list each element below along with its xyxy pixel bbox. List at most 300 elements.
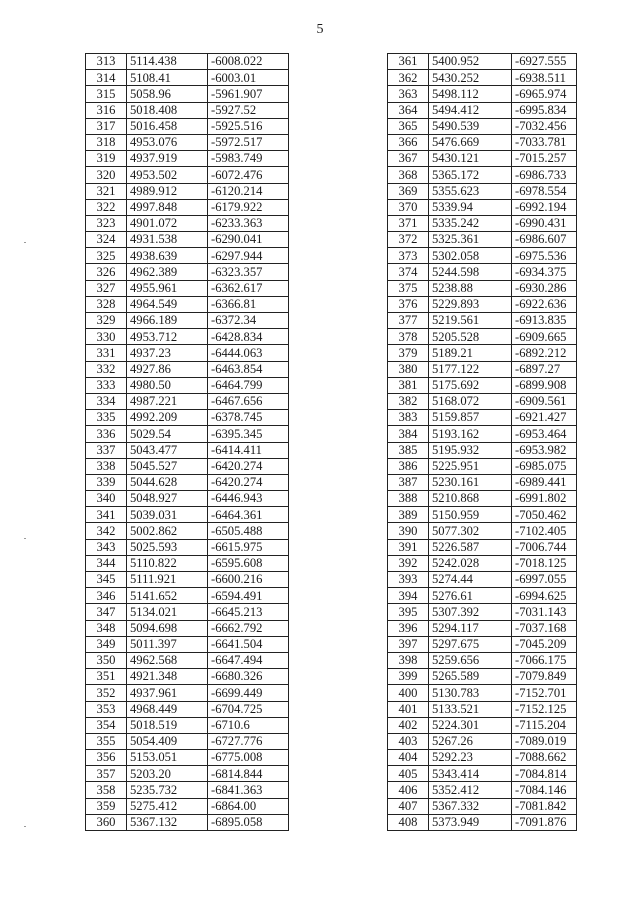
table-row [388, 54, 577, 70]
table-row [388, 620, 577, 636]
x-coordinate-cell: 5219.561 [429, 313, 512, 329]
y-coordinate-cell: -7050.462 [512, 507, 577, 523]
point-number-cell: 387 [388, 474, 429, 490]
y-coordinate-cell: -5983.749 [208, 151, 289, 167]
x-coordinate-cell: 5025.593 [127, 539, 208, 555]
table-row [86, 86, 289, 102]
x-coordinate-cell: 5210.868 [429, 491, 512, 507]
table-row [388, 264, 577, 280]
point-number-cell: 334 [86, 393, 127, 409]
y-coordinate-cell: -6938.511 [512, 70, 577, 86]
y-coordinate-cell: -7152.125 [512, 701, 577, 717]
table-row [388, 766, 577, 782]
y-coordinate-cell: -6897.27 [512, 361, 577, 377]
table-row [388, 798, 577, 814]
x-coordinate-cell: 5294.117 [429, 620, 512, 636]
coordinates-table-left [85, 53, 289, 831]
table-row [86, 102, 289, 118]
table-row [86, 685, 289, 701]
point-number-cell: 382 [388, 393, 429, 409]
table-row [86, 588, 289, 604]
table-row [388, 232, 577, 248]
point-number-cell: 325 [86, 248, 127, 264]
y-coordinate-cell: -7033.781 [512, 134, 577, 150]
y-coordinate-cell: -6072.476 [208, 167, 289, 183]
y-coordinate-cell: -7018.125 [512, 555, 577, 571]
x-coordinate-cell: 5367.132 [127, 814, 208, 830]
table-row [86, 280, 289, 296]
point-number-cell: 364 [388, 102, 429, 118]
point-number-cell: 333 [86, 377, 127, 393]
table-row [86, 669, 289, 685]
point-number-cell: 330 [86, 329, 127, 345]
table-row [86, 555, 289, 571]
point-number-cell: 377 [388, 313, 429, 329]
y-coordinate-cell: -6934.375 [512, 264, 577, 280]
point-number-cell: 392 [388, 555, 429, 571]
y-coordinate-cell: -6362.617 [208, 280, 289, 296]
y-coordinate-cell: -7115.204 [512, 717, 577, 733]
x-coordinate-cell: 4989.912 [127, 183, 208, 199]
point-number-cell: 323 [86, 215, 127, 231]
y-coordinate-cell: -6814.844 [208, 766, 289, 782]
y-coordinate-cell: -6992.194 [512, 199, 577, 215]
point-number-cell: 376 [388, 296, 429, 312]
x-coordinate-cell: 5238.88 [429, 280, 512, 296]
y-coordinate-cell: -6710.6 [208, 717, 289, 733]
table-row [388, 474, 577, 490]
x-coordinate-cell: 5325.361 [429, 232, 512, 248]
table-row [86, 701, 289, 717]
x-coordinate-cell: 5430.252 [429, 70, 512, 86]
point-number-cell: 348 [86, 620, 127, 636]
y-coordinate-cell: -6615.975 [208, 539, 289, 555]
y-coordinate-cell: -7066.175 [512, 652, 577, 668]
table-row [86, 523, 289, 539]
table-row [388, 70, 577, 86]
y-coordinate-cell: -6464.799 [208, 377, 289, 393]
x-coordinate-cell: 4992.209 [127, 410, 208, 426]
y-coordinate-cell: -7152.701 [512, 685, 577, 701]
point-number-cell: 372 [388, 232, 429, 248]
x-coordinate-cell: 5018.519 [127, 717, 208, 733]
margin-mark [24, 242, 26, 243]
y-coordinate-cell: -5961.907 [208, 86, 289, 102]
y-coordinate-cell: -7006.744 [512, 539, 577, 555]
point-number-cell: 316 [86, 102, 127, 118]
x-coordinate-cell: 4964.549 [127, 296, 208, 312]
point-number-cell: 338 [86, 458, 127, 474]
point-number-cell: 354 [86, 717, 127, 733]
table-row [86, 167, 289, 183]
table-row [86, 652, 289, 668]
y-coordinate-cell: -7081.842 [512, 798, 577, 814]
point-number-cell: 332 [86, 361, 127, 377]
point-number-cell: 373 [388, 248, 429, 264]
x-coordinate-cell: 4931.538 [127, 232, 208, 248]
table-row [388, 539, 577, 555]
x-coordinate-cell: 5114.438 [127, 54, 208, 70]
y-coordinate-cell: -6892.212 [512, 345, 577, 361]
x-coordinate-cell: 5205.528 [429, 329, 512, 345]
y-coordinate-cell: -6008.022 [208, 54, 289, 70]
x-coordinate-cell: 5193.162 [429, 426, 512, 442]
x-coordinate-cell: 5229.893 [429, 296, 512, 312]
table-row [388, 491, 577, 507]
y-coordinate-cell: -6179.922 [208, 199, 289, 215]
table-row [388, 555, 577, 571]
x-coordinate-cell: 5230.161 [429, 474, 512, 490]
x-coordinate-cell: 5498.112 [429, 86, 512, 102]
y-coordinate-cell: -6978.554 [512, 183, 577, 199]
point-number-cell: 331 [86, 345, 127, 361]
y-coordinate-cell: -6297.944 [208, 248, 289, 264]
point-number-cell: 320 [86, 167, 127, 183]
x-coordinate-cell: 4921.348 [127, 669, 208, 685]
table-row [388, 329, 577, 345]
y-coordinate-cell: -6467.656 [208, 393, 289, 409]
point-number-cell: 344 [86, 555, 127, 571]
x-coordinate-cell: 5226.587 [429, 539, 512, 555]
y-coordinate-cell: -6864.00 [208, 798, 289, 814]
table-row [86, 248, 289, 264]
y-coordinate-cell: -7084.814 [512, 766, 577, 782]
y-coordinate-cell: -6444.063 [208, 345, 289, 361]
x-coordinate-cell: 5150.959 [429, 507, 512, 523]
point-number-cell: 356 [86, 750, 127, 766]
x-coordinate-cell: 5335.242 [429, 215, 512, 231]
x-coordinate-cell: 5352.412 [429, 782, 512, 798]
x-coordinate-cell: 5343.414 [429, 766, 512, 782]
table-row [86, 118, 289, 134]
point-number-cell: 335 [86, 410, 127, 426]
y-coordinate-cell: -6991.802 [512, 491, 577, 507]
x-coordinate-cell: 4901.072 [127, 215, 208, 231]
table-row [86, 604, 289, 620]
y-coordinate-cell: -7079.849 [512, 669, 577, 685]
y-coordinate-cell: -5927.52 [208, 102, 289, 118]
y-coordinate-cell: -7091.876 [512, 814, 577, 830]
point-number-cell: 329 [86, 313, 127, 329]
x-coordinate-cell: 5274.44 [429, 572, 512, 588]
table-row [86, 474, 289, 490]
x-coordinate-cell: 5133.521 [429, 701, 512, 717]
x-coordinate-cell: 5054.409 [127, 733, 208, 749]
table-row [388, 507, 577, 523]
table-row [86, 782, 289, 798]
y-coordinate-cell: -6913.835 [512, 313, 577, 329]
table-row [388, 572, 577, 588]
point-number-cell: 342 [86, 523, 127, 539]
y-coordinate-cell: -6428.834 [208, 329, 289, 345]
table-row [388, 118, 577, 134]
x-coordinate-cell: 5134.021 [127, 604, 208, 620]
point-number-cell: 361 [388, 54, 429, 70]
table-row [86, 361, 289, 377]
y-coordinate-cell: -6420.274 [208, 458, 289, 474]
x-coordinate-cell: 4987.221 [127, 393, 208, 409]
x-coordinate-cell: 5039.031 [127, 507, 208, 523]
table-row [86, 491, 289, 507]
y-coordinate-cell: -6641.504 [208, 636, 289, 652]
table-row [86, 620, 289, 636]
point-number-cell: 314 [86, 70, 127, 86]
y-coordinate-cell: -6975.536 [512, 248, 577, 264]
x-coordinate-cell: 5339.94 [429, 199, 512, 215]
point-number-cell: 394 [388, 588, 429, 604]
point-number-cell: 390 [388, 523, 429, 539]
x-coordinate-cell: 5242.028 [429, 555, 512, 571]
point-number-cell: 319 [86, 151, 127, 167]
point-number-cell: 362 [388, 70, 429, 86]
table-row [86, 70, 289, 86]
x-coordinate-cell: 4937.961 [127, 685, 208, 701]
x-coordinate-cell: 4937.23 [127, 345, 208, 361]
y-coordinate-cell: -6953.982 [512, 442, 577, 458]
y-coordinate-cell: -7088.662 [512, 750, 577, 766]
y-coordinate-cell: -6680.326 [208, 669, 289, 685]
y-coordinate-cell: -6997.055 [512, 572, 577, 588]
point-number-cell: 395 [388, 604, 429, 620]
table-row [86, 750, 289, 766]
point-number-cell: 358 [86, 782, 127, 798]
table-row [388, 393, 577, 409]
x-coordinate-cell: 5195.932 [429, 442, 512, 458]
point-number-cell: 365 [388, 118, 429, 134]
x-coordinate-cell: 4962.568 [127, 652, 208, 668]
y-coordinate-cell: -6699.449 [208, 685, 289, 701]
x-coordinate-cell: 5276.61 [429, 588, 512, 604]
x-coordinate-cell: 5048.927 [127, 491, 208, 507]
table-row [86, 296, 289, 312]
x-coordinate-cell: 4966.189 [127, 313, 208, 329]
y-coordinate-cell: -6233.363 [208, 215, 289, 231]
y-coordinate-cell: -6953.464 [512, 426, 577, 442]
x-coordinate-cell: 5490.539 [429, 118, 512, 134]
y-coordinate-cell: -6414.411 [208, 442, 289, 458]
point-number-cell: 385 [388, 442, 429, 458]
point-number-cell: 404 [388, 750, 429, 766]
point-number-cell: 371 [388, 215, 429, 231]
x-coordinate-cell: 5355.623 [429, 183, 512, 199]
point-number-cell: 353 [86, 701, 127, 717]
table-row [388, 814, 577, 830]
x-coordinate-cell: 5224.301 [429, 717, 512, 733]
point-number-cell: 324 [86, 232, 127, 248]
x-coordinate-cell: 5235.732 [127, 782, 208, 798]
table-row [388, 248, 577, 264]
table-row [388, 750, 577, 766]
x-coordinate-cell: 5267.26 [429, 733, 512, 749]
x-coordinate-cell: 5367.332 [429, 798, 512, 814]
point-number-cell: 360 [86, 814, 127, 830]
point-number-cell: 401 [388, 701, 429, 717]
point-number-cell: 407 [388, 798, 429, 814]
point-number-cell: 397 [388, 636, 429, 652]
point-number-cell: 352 [86, 685, 127, 701]
x-coordinate-cell: 5077.302 [429, 523, 512, 539]
y-coordinate-cell: -6995.834 [512, 102, 577, 118]
y-coordinate-cell: -6446.943 [208, 491, 289, 507]
y-coordinate-cell: -6600.216 [208, 572, 289, 588]
table-row [86, 442, 289, 458]
table-row [388, 361, 577, 377]
margin-mark [24, 538, 26, 539]
point-number-cell: 321 [86, 183, 127, 199]
y-coordinate-cell: -6922.636 [512, 296, 577, 312]
point-number-cell: 349 [86, 636, 127, 652]
point-number-cell: 393 [388, 572, 429, 588]
x-coordinate-cell: 5189.21 [429, 345, 512, 361]
table-row [388, 604, 577, 620]
y-coordinate-cell: -6290.041 [208, 232, 289, 248]
x-coordinate-cell: 5045.527 [127, 458, 208, 474]
table-row [86, 636, 289, 652]
table-row [86, 329, 289, 345]
table-row [86, 814, 289, 830]
point-number-cell: 403 [388, 733, 429, 749]
x-coordinate-cell: 5130.783 [429, 685, 512, 701]
x-coordinate-cell: 5400.952 [429, 54, 512, 70]
table-row [388, 313, 577, 329]
point-number-cell: 345 [86, 572, 127, 588]
page-number: 5 [316, 22, 324, 37]
table-row [86, 426, 289, 442]
point-number-cell: 339 [86, 474, 127, 490]
y-coordinate-cell: -5925.516 [208, 118, 289, 134]
x-coordinate-cell: 5094.698 [127, 620, 208, 636]
y-coordinate-cell: -6990.431 [512, 215, 577, 231]
table-row [388, 167, 577, 183]
y-coordinate-cell: -6647.494 [208, 652, 289, 668]
table-row [86, 377, 289, 393]
x-coordinate-cell: 5177.122 [429, 361, 512, 377]
y-coordinate-cell: -6395.345 [208, 426, 289, 442]
y-coordinate-cell: -6899.908 [512, 377, 577, 393]
y-coordinate-cell: -6986.733 [512, 167, 577, 183]
point-number-cell: 406 [388, 782, 429, 798]
table-row [86, 345, 289, 361]
coordinates-table-right [387, 53, 577, 831]
point-number-cell: 368 [388, 167, 429, 183]
point-number-cell: 340 [86, 491, 127, 507]
x-coordinate-cell: 4937.919 [127, 151, 208, 167]
table-row [86, 458, 289, 474]
point-number-cell: 322 [86, 199, 127, 215]
table-row [388, 717, 577, 733]
x-coordinate-cell: 5494.412 [429, 102, 512, 118]
point-number-cell: 326 [86, 264, 127, 280]
point-number-cell: 381 [388, 377, 429, 393]
y-coordinate-cell: -6841.363 [208, 782, 289, 798]
x-coordinate-cell: 5168.072 [429, 393, 512, 409]
table-row [86, 572, 289, 588]
x-coordinate-cell: 5058.96 [127, 86, 208, 102]
point-number-cell: 363 [388, 86, 429, 102]
y-coordinate-cell: -6704.725 [208, 701, 289, 717]
table-row [388, 183, 577, 199]
table-row [86, 134, 289, 150]
table-row [388, 782, 577, 798]
table-row [388, 296, 577, 312]
x-coordinate-cell: 5373.949 [429, 814, 512, 830]
y-coordinate-cell: -7045.209 [512, 636, 577, 652]
y-coordinate-cell: -6120.214 [208, 183, 289, 199]
table-row [86, 313, 289, 329]
x-coordinate-cell: 4968.449 [127, 701, 208, 717]
table-row [388, 636, 577, 652]
y-coordinate-cell: -6595.608 [208, 555, 289, 571]
point-number-cell: 400 [388, 685, 429, 701]
point-number-cell: 327 [86, 280, 127, 296]
point-number-cell: 366 [388, 134, 429, 150]
y-coordinate-cell: -6372.34 [208, 313, 289, 329]
point-number-cell: 389 [388, 507, 429, 523]
x-coordinate-cell: 5018.408 [127, 102, 208, 118]
point-number-cell: 355 [86, 733, 127, 749]
y-coordinate-cell: -6989.441 [512, 474, 577, 490]
x-coordinate-cell: 4927.86 [127, 361, 208, 377]
x-coordinate-cell: 5159.857 [429, 410, 512, 426]
table-row [388, 588, 577, 604]
point-number-cell: 350 [86, 652, 127, 668]
point-number-cell: 328 [86, 296, 127, 312]
y-coordinate-cell: -6775.008 [208, 750, 289, 766]
table-row [86, 507, 289, 523]
point-number-cell: 351 [86, 669, 127, 685]
y-coordinate-cell: -6727.776 [208, 733, 289, 749]
y-coordinate-cell: -6965.974 [512, 86, 577, 102]
point-number-cell: 396 [388, 620, 429, 636]
table-row [388, 410, 577, 426]
y-coordinate-cell: -5972.517 [208, 134, 289, 150]
point-number-cell: 370 [388, 199, 429, 215]
point-number-cell: 405 [388, 766, 429, 782]
x-coordinate-cell: 5044.628 [127, 474, 208, 490]
table-row [86, 798, 289, 814]
x-coordinate-cell: 5043.477 [127, 442, 208, 458]
table-row [388, 669, 577, 685]
table-row [388, 733, 577, 749]
y-coordinate-cell: -7015.257 [512, 151, 577, 167]
point-number-cell: 313 [86, 54, 127, 70]
x-coordinate-cell: 4953.502 [127, 167, 208, 183]
table-row [86, 54, 289, 70]
point-number-cell: 337 [86, 442, 127, 458]
table-row [388, 134, 577, 150]
y-coordinate-cell: -6464.361 [208, 507, 289, 523]
point-number-cell: 388 [388, 491, 429, 507]
x-coordinate-cell: 5244.598 [429, 264, 512, 280]
table-row [388, 377, 577, 393]
y-coordinate-cell: -6986.607 [512, 232, 577, 248]
table-row [86, 539, 289, 555]
table-row [388, 151, 577, 167]
point-number-cell: 398 [388, 652, 429, 668]
y-coordinate-cell: -6921.427 [512, 410, 577, 426]
point-number-cell: 336 [86, 426, 127, 442]
y-coordinate-cell: -6003.01 [208, 70, 289, 86]
y-coordinate-cell: -7031.143 [512, 604, 577, 620]
x-coordinate-cell: 5203.20 [127, 766, 208, 782]
y-coordinate-cell: -7102.405 [512, 523, 577, 539]
y-coordinate-cell: -7037.168 [512, 620, 577, 636]
table-row [388, 280, 577, 296]
point-number-cell: 384 [388, 426, 429, 442]
x-coordinate-cell: 5011.397 [127, 636, 208, 652]
point-number-cell: 374 [388, 264, 429, 280]
x-coordinate-cell: 5292.23 [429, 750, 512, 766]
